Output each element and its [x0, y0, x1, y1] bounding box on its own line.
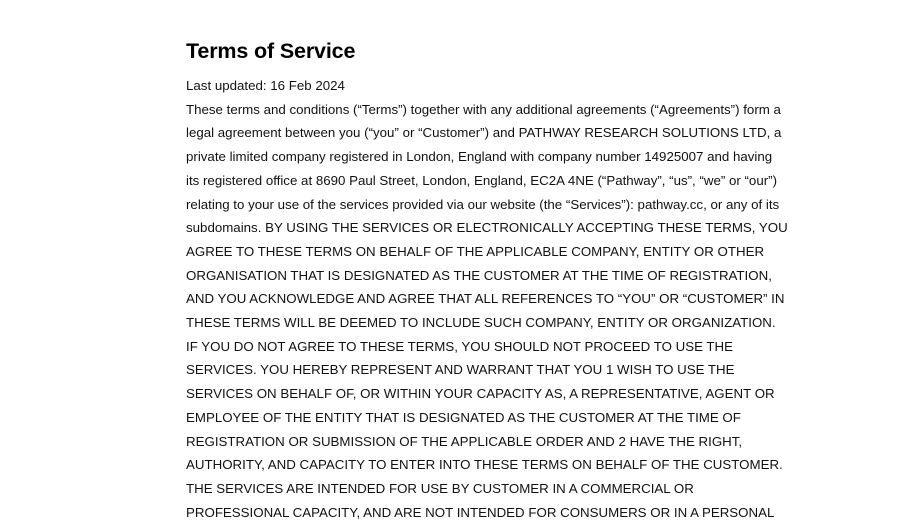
terms-body-line: SERVICES. YOU HEREBY REPRESENT AND WARRANT THAT YOU 1 WISH TO USE THE	[186, 362, 735, 378]
terms-body-line: subdomains. BY USING THE SERVICES OR ELECTRONICALLY ACCEPTING THESE TERMS, YOU	[186, 220, 788, 236]
last-updated-text: Last updated: 16 Feb 2024	[186, 78, 345, 93]
terms-body-line: private limited company registered in London, England with company number 14925007 and having	[186, 149, 773, 165]
terms-body-line: AND YOU ACKNOWLEDGE AND AGREE THAT ALL REFERENCES TO “YOU” OR “CUSTOMER” IN	[186, 291, 785, 307]
terms-body-line: These terms and conditions (“Terms”) together with any additional agreements (“Agreements”) form a	[186, 101, 781, 117]
terms-body-line: IF YOU DO NOT AGREE TO THESE TERMS, YOU SHOULD NOT PROCEED TO USE THE	[186, 338, 734, 354]
terms-body-line: AGREE TO THESE TERMS ON BEHALF OF THE APPLICABLE COMPANY, ENTITY OR OTHER	[186, 243, 765, 259]
terms-body-line: SERVICES ON BEHALF OF, OR WITHIN YOUR CAPACITY AS, A REPRESENTATIVE, AGENT OR	[186, 386, 775, 402]
terms-body-line: THE SERVICES ARE INTENDED FOR USE BY CUSTOMER IN A COMMERCIAL OR	[186, 480, 694, 496]
terms-body-line: THESE TERMS WILL BE DEEMED TO INCLUDE SUCH COMPANY, ENTITY OR ORGANIZATION.	[186, 315, 776, 331]
terms-body-line: AUTHORITY, AND CAPACITY TO ENTER INTO THESE TERMS ON BEHALF OF THE CUSTOMER.	[186, 457, 783, 473]
terms-body-line: REGISTRATION OR SUBMISSION OF THE APPLICABLE ORDER AND 2 HAVE THE RIGHT,	[186, 433, 743, 449]
terms-body-line: legal agreement between you (“you” or “Customer”) and PATHWAY RESEARCH SOLUTIONS LTD, a	[186, 125, 782, 141]
terms-body-line: PROFESSIONAL CAPACITY, AND ARE NOT INTENDED FOR CONSUMERS OR IN A PERSONAL	[186, 504, 775, 520]
terms-body-line: EMPLOYEE OF THE ENTITY THAT IS DESIGNATED AS THE CUSTOMER AT THE TIME OF	[186, 409, 741, 425]
page-title: Terms of Service	[186, 39, 356, 63]
terms-body-line: relating to your use of the services provided via our website (the “Services”): pathway.cc, or any of its	[186, 196, 780, 212]
terms-body-line: its registered office at 8690 Paul Street, London, England, EC2A 4NE (“Pathway”, “us”, “we” or “our”)	[186, 172, 778, 188]
document-content	[186, 0, 788, 524]
terms-body	[186, 98, 788, 524]
terms-body-line: ORGANISATION THAT IS DESIGNATED AS THE CUSTOMER AT THE TIME OF REGISTRATION,	[186, 267, 772, 283]
